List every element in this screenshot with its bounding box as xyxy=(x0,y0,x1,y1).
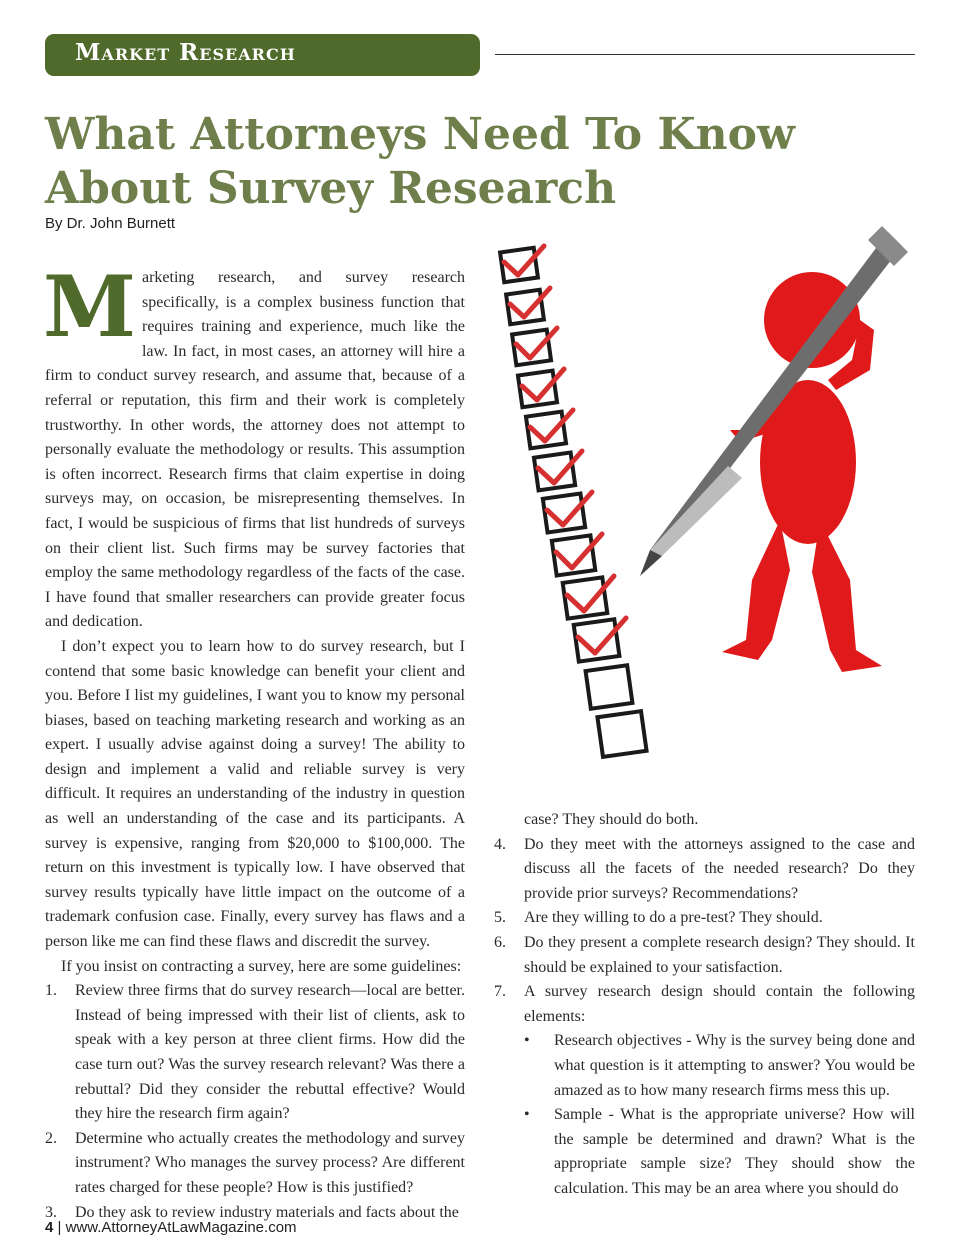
guidelines-list-left xyxy=(45,979,465,1225)
list-item xyxy=(494,833,915,907)
list-item xyxy=(45,1127,465,1201)
bullet-item xyxy=(494,1103,915,1201)
section-label: Market Research xyxy=(75,39,296,66)
pen xyxy=(640,226,908,576)
list-number: 2. xyxy=(45,1129,57,1147)
list-number: 5. xyxy=(494,909,506,927)
list-item xyxy=(45,979,465,1127)
paragraph-2: I don’t expect you to learn how to do survey research, but I contend that some basic knowledge can benefit your client and you. Before I list my guidelines, I want you to know my personal biases, based on teaching marketing research and working as an expert. I usually advise against doing a survey! The ability to design and implement a valid and reliable survey is very difficult. It requires an understanding of the industry in question as well an understanding of the case and its participants. A survey is expensive, ranging from $20,000 to $100,000. The return on this investment is typically low. I have observed that survey results typically have little impact on the outcome of a trademark confusion case. Finally, every survey has flaws and a person like me can find these flaws and discredit the survey. xyxy=(45,637,465,951)
guidelines-list-right xyxy=(494,833,915,1030)
paragraph-3: If you insist on contracting a survey, here are some guidelines: xyxy=(61,957,462,975)
list-item-text: Are they willing to do a pre-test? They should. xyxy=(524,909,823,927)
design-elements-list xyxy=(494,1029,915,1201)
intro-text: arketing research, and survey research specifically, is a complex business function that requires training and experience, much like the law. In fact, in most cases, an attorney will hire a firm to conduct survey research, and assume that, because of a referral or reputation, this firm and their work is completely trustworthy. In other words, the attorney does not attempt to personally evaluate the methodology or results. This assumption is often incorrect. Research firms that claim expertise in doing surveys may, on occasion, be misrepresenting themselves. In fact, I would be suspicious of firms that list hundreds of surveys on their client list. Such firms may be survey factories that employ the same methodology regardless of the facts of the case. I have found that smaller researchers can provide greater focus and dedication. xyxy=(45,269,465,631)
list-item-text: Do they present a complete research design? They should. It should be explained to your satisfaction. xyxy=(524,933,915,976)
list-item xyxy=(494,931,915,980)
checklist-illustration xyxy=(490,220,920,760)
list-number: 4. xyxy=(494,835,506,853)
list-item-text: Do they ask to review industry materials and facts about the xyxy=(75,1203,459,1221)
drop-cap: M xyxy=(43,257,136,356)
article-title: What Attorneys Need To Know About Survey Research xyxy=(45,109,795,214)
footer-separator: | xyxy=(57,1219,62,1236)
section-banner xyxy=(45,34,480,76)
list-item xyxy=(494,980,915,1029)
column-left xyxy=(43,257,465,1225)
page-footer xyxy=(45,1219,297,1236)
bullet-item xyxy=(494,1029,915,1103)
header-rule xyxy=(495,54,915,55)
bullet-text: Research objectives - Why is the survey being done and what question is it attempting to answer? You would be amazed as to how many research firms mess this up. xyxy=(554,1032,915,1099)
footer-website: www.AttorneyAtLawMagazine.com xyxy=(65,1219,297,1236)
byline: By Dr. John Burnett xyxy=(45,215,176,232)
list-item-text: A survey research design should contain the following elements: xyxy=(524,983,915,1025)
intro-paragraph xyxy=(43,257,465,635)
list-number: 1. xyxy=(45,982,57,1000)
page-number: 4 xyxy=(45,1219,54,1236)
bullet-glyph: • xyxy=(524,1106,530,1124)
list-number: 7. xyxy=(494,983,506,1001)
bullet-glyph: • xyxy=(524,1032,530,1050)
list-item xyxy=(494,906,915,931)
red-figure xyxy=(722,272,882,672)
list-number: 6. xyxy=(494,933,506,951)
checkbox-column xyxy=(500,248,646,757)
list-number: 3. xyxy=(45,1203,57,1221)
list-item-3-continued: case? They should do both. xyxy=(524,811,699,828)
list-item-text: Do they meet with the attorneys assigned to the case and discuss all the facets of the needed research? Do they provide prior surveys? Recommendations? xyxy=(524,835,915,902)
column-right xyxy=(494,808,915,1202)
list-item-text: Determine who actually creates the methodology and survey instrument? Who manages the survey process? Are different rates charged for these people? How is this justified? xyxy=(75,1129,465,1196)
bullet-text: Sample - What is the appropriate universe? How will the sample be determined and drawn? What is the appropriate sample size? They should show the calculation. This may be an area where you should do xyxy=(554,1106,915,1197)
list-item-text: Review three firms that do survey research—local are better. Instead of being impressed with their list of clients, ask to speak with a key person at three client firms. How did the case turn out? Was the survey research relevant? Was there a rebuttal? Did they consider the rebuttal effective? Would they hire the research firm again? xyxy=(75,982,465,1123)
